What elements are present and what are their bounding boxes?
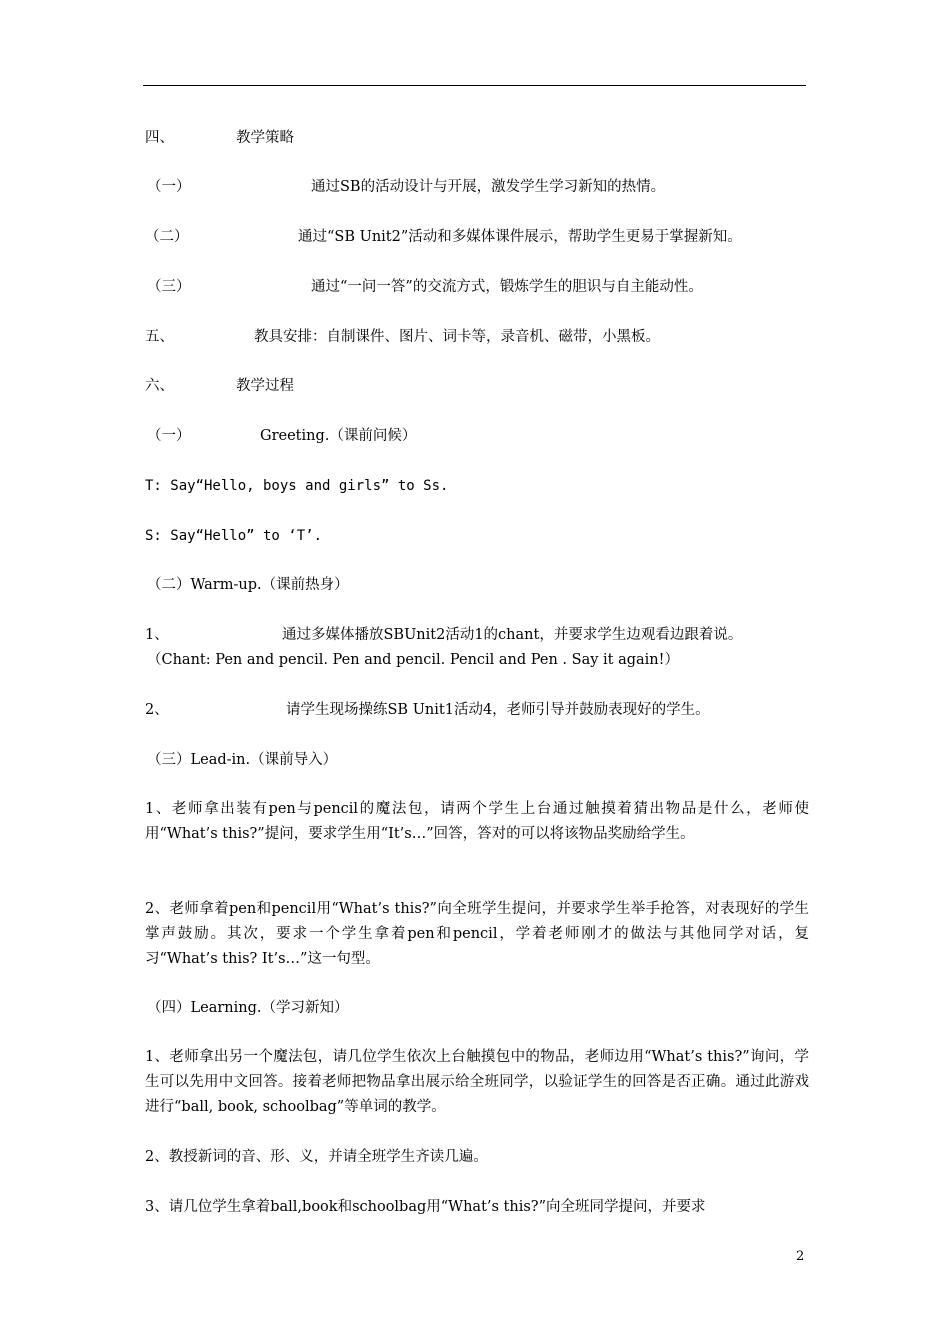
step-2-title: （二）Warm-up.（课前热身） [147,577,349,593]
strategy-2-number: （二） [145,229,189,245]
strategy-3-number: （三） [147,279,191,295]
section-4-title: 教学策略 [236,130,294,146]
page-number: 2 [796,1249,805,1264]
warmup-1-number: 1、 [145,627,169,643]
section-6-number: 六、 [145,378,174,394]
teacher-line: T: Say“Hello, boys and girls” to Ss. [145,478,449,494]
step-4-title: （四）Learning.（学习新知） [147,1000,349,1016]
step-1-title: Greeting.（课前问候） [260,428,417,444]
section-5-text: 教具安排：自制课件、图片、词卡等，录音机、磁带，小黑板。 [254,329,660,345]
section-6-title: 教学过程 [236,378,294,394]
warmup-1-text: 通过多媒体播放SBUnit2活动1的chant，并要求学生边观看边跟着说。 [282,627,743,643]
learning-paragraph-2: 2、教授新词的音、形、义，并请全班学生齐读几遍。 [145,1149,488,1165]
learning-paragraph-3: 3、请几位学生拿着ball,book和schoolbag用“What’s this?”向全班同学提问，并要求 [145,1199,706,1215]
learning-paragraph-1: 1、老师拿出另一个魔法包，请几位学生依次上台触摸包中的物品，老师边用“What’s this?”询问，学生可以先用中文回答。接着老师把物品拿出展示给全班同学，以验证学生的回答是否正确。通过此游戏进行“ball, book, schoolbag”等单词的教学。 [145,1049,809,1115]
step-3-title: （三）Lead-in.（课前导入） [147,752,338,768]
strategy-1-number: （一） [147,179,191,195]
warmup-1-chant: （Chant: Pen and pencil. Pen and pencil. Pencil and Pen . Say it again!） [147,652,679,668]
header-rule [143,85,806,86]
warmup-2-text: 请学生现场操练SB Unit1活动4，老师引导并鼓励表现好的学生。 [286,702,710,718]
strategy-2-text: 通过“SB Unit2”活动和多媒体课件展示，帮助学生更易于掌握新知。 [298,229,742,245]
student-line: S: Say“Hello” to ‘T’. [145,528,323,544]
leadin-paragraph-1: 1、老师拿出装有pen与pencil的魔法包，请两个学生上台通过触摸着猜出物品是什么，老师使用“What’s this?”提问，要求学生用“It’s…”回答，答对的可以将该物品奖励给学生。 [145,801,809,842]
section-5-number: 五、 [145,329,174,345]
strategy-1-text: 通过SB的活动设计与开展，激发学生学习新知的热情。 [311,179,666,195]
warmup-2-number: 2、 [145,702,169,718]
section-4-number: 四、 [145,130,174,146]
leadin-paragraph-2: 2、老师拿着pen和pencil用“What’s this?”向全班学生提问，并要求学生举手抢答，对表现好的学生掌声鼓励。其次，要求一个学生拿着pen和pencil，学着老师刚才的做法与其他同学对话，复习“What’s this? It’s…”这一句型。 [145,901,809,967]
strategy-3-text: 通过“一问一答”的交流方式，锻炼学生的胆识与自主能动性。 [311,279,703,295]
step-1-number: （一） [147,428,191,444]
